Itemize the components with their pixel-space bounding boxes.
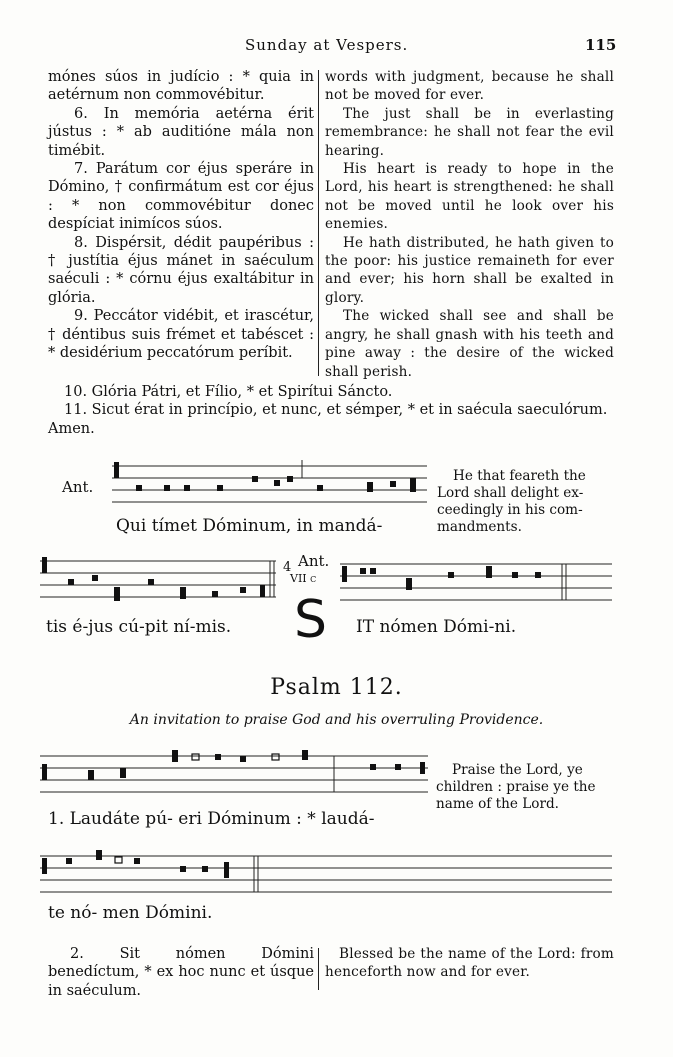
column-divider: [318, 70, 319, 376]
psalm-chant-text-2: te nó- men Dómini.: [48, 903, 213, 923]
translation-line: children : praise ye the: [436, 779, 596, 795]
psalm-staff-1: [40, 748, 430, 806]
english-verse: Blessed be the name of the Lord: from henceforth now and for ever.: [325, 946, 614, 981]
antiphon-2-chant-text: IT nómen Dómi-ni.: [356, 617, 517, 637]
antiphon-mode: VII c: [290, 572, 317, 585]
latin-verse: mónes súos in judício : * quia in aetérnum non commovébitur.: [48, 69, 314, 104]
column-divider-2: [318, 948, 319, 990]
translation-line: Lord shall delight ex-: [437, 485, 584, 501]
english-verse: The wicked shall see and shall be angry, he shall gnash with his teeth and pine away : the desire of the wicked shall perish.: [325, 308, 614, 380]
antiphon-chant-text: Qui tímet Dóminum, in mandá-: [116, 516, 383, 536]
doxology-verse: 10. Glória Pátri, et Fílio, * et Spirítui Sáncto.: [64, 384, 393, 400]
translation-line: mandments.: [437, 519, 522, 535]
latin-verses-column: [48, 68, 314, 363]
translation-line: Praise the Lord, ye: [452, 762, 583, 778]
psalm-subtitle: An invitation to praise God and his overruling Providence.: [129, 712, 544, 728]
latin-verse: 6. In memória aetérna érit jústus : * ab auditióne mála non timébit.: [48, 105, 314, 159]
latin-verse: 8. Dispérsit, dédit paupéribus : † justítia éjus mánet in saéculum saéculi : * córnu éjus exaltábitur in glória.: [48, 234, 314, 306]
antiphon-translation: [437, 468, 617, 536]
running-header: [0, 36, 673, 56]
antiphon-number: 4: [283, 560, 292, 575]
translation-line: name of the Lord.: [436, 796, 559, 812]
psalm-translation: [436, 762, 616, 813]
translation-line: ceedingly in his com-: [437, 502, 583, 518]
antiphon-label: Ant.: [62, 478, 94, 496]
doxology-verse: 11. Sicut érat in princípio, et nunc, et sémper, * et in saécula saeculórum. Amen.: [48, 402, 608, 437]
drop-cap-initial: S: [294, 590, 328, 650]
psalm-staff-2: [40, 848, 614, 898]
antiphon-staff-2: [40, 553, 280, 611]
antiphon-staff-1: [112, 460, 430, 520]
psalm-title: Psalm 112.: [270, 675, 403, 700]
psalm-chant-text-1: 1. Laudáte pú- eri Dóminum : * laudá-: [48, 809, 375, 829]
psalm-latin-verse-2: [48, 945, 314, 1000]
english-verses-column: [325, 68, 614, 381]
antiphon-label-2: Ant.: [298, 552, 330, 570]
english-verse: He hath distributed, he hath given to the poor: his justice remaineth for ever and ever; his horn shall be exalted in glory.: [325, 234, 614, 306]
english-verse: His heart is ready to hope in the Lord, his heart is strengthened: he shall not be moved until he look over his enemies.: [325, 161, 614, 233]
latin-verse: 7. Parátum cor éjus speráre in Dómino, † confirmátum est cor éjus : * non commovébitur donec despíciat inimícos súos.: [48, 161, 314, 233]
english-verse: words with judgment, because he shall not be moved for ever.: [325, 69, 614, 104]
page-number: 115: [585, 36, 617, 54]
translation-line: He that feareth the: [453, 468, 586, 484]
antiphon-staff-3: [340, 556, 614, 606]
antiphon-chant-text-2: tis é-jus cú-pit ní-mis.: [46, 617, 232, 637]
english-verse: The just shall be in everlasting remembrance: he shall not fear the evil hearing.: [325, 105, 614, 159]
doxology: [48, 383, 614, 438]
running-title: Sunday at Vespers.: [245, 36, 409, 54]
latin-verse: 9. Peccátor vidébit, et irascétur, † déntibus suis frémet et tabéscet : * desidérium peccatórum períbit.: [48, 308, 314, 362]
latin-verse: 2. Sit nómen Dómini benedíctum, * ex hoc nunc et úsque in saéculum.: [48, 946, 314, 999]
psalm-english-verse-2: [325, 945, 614, 982]
